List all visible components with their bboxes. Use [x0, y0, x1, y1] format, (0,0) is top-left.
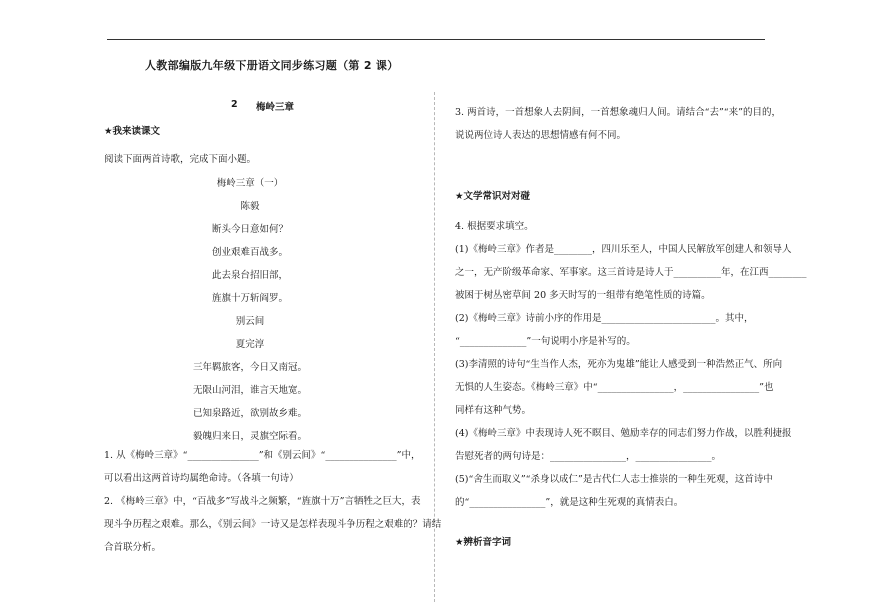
- section-heading-reading: ★我来读课文: [104, 126, 161, 137]
- question-4-5: (5)“舍生而取义”“杀身以成仁”是古代仁人志士推崇的一种生死观，这首诗中: [455, 474, 773, 485]
- question-2: 2. 《梅岭三章》中，“百战多”写战斗之频繁，“旌旗十万”言牺牲之巨大，表: [104, 496, 421, 507]
- poem2-line: 无限山河泪，谁言天地宽。: [192, 385, 307, 396]
- poem2-author: 夏完淳: [235, 339, 265, 350]
- poem1-line: 旌旗十万斩阎罗。: [211, 293, 288, 304]
- question-4-4-cont: 告慰死者的两句诗是：________________，________________。: [455, 451, 722, 462]
- question-4-1-cont: 被困于树丛密草间 20 多天时写的一组带有绝笔性质的诗篇。: [455, 290, 711, 301]
- lesson-name: 梅岭三章: [256, 102, 295, 113]
- lesson-number: 2: [231, 99, 238, 110]
- section-heading-literature: ★文学常识对对碰: [455, 191, 531, 202]
- question-4-3: (3)李清照的诗句“生当作人杰，死亦为鬼雄”能让人感受到一种浩然正气、所向: [455, 359, 783, 370]
- question-3: 3. 两首诗，一首想象人去阴间，一首想象魂归人间。请结合“去”“来”的目的，: [455, 107, 782, 118]
- question-4-3-cont: 同样有这种气势。: [455, 405, 532, 416]
- poem2-line: 三年羁旅客，今日又南冠。: [192, 362, 307, 373]
- page-title: 人教部编版九年级下册语文同步练习题（第 2 课）: [145, 59, 399, 72]
- question-4-4: (4)《梅岭三章》中表现诗人死不瞑目、勉励幸存的同志们努力作战，以胜利捷报: [455, 428, 792, 439]
- instruction: 阅读下面两首诗歌，完成下面小题。: [104, 154, 257, 165]
- poem1-line: 创业艰难百战多。: [211, 247, 288, 258]
- poem2-line: 已知泉路近，欲别故乡难。: [192, 408, 307, 419]
- question-4-5-cont: 的“________________”，就是这种生死观的真情表白。: [455, 497, 684, 508]
- section-heading-pronunciation: ★辨析音字词: [455, 537, 512, 548]
- question-2-cont: 现斗争历程之艰难。那么，《别云间》一诗又是怎样表现斗争历程之艰难的？请结: [104, 519, 442, 530]
- question-3-cont: 说说两位诗人表达的思想情感有何不同。: [455, 130, 627, 141]
- question-1: 1. 从《梅岭三章》“_______________”和《别云间》“_______________”中，: [104, 450, 421, 461]
- poem2-title: 别云间: [235, 316, 265, 327]
- question-4-1: (1)《梅岭三章》作者是________，四川乐至人，中国人民解放军创建人和领导人: [455, 244, 792, 255]
- question-4-3-cont: 无惧的人生姿态。《梅岭三章》中“________________，________________”也: [455, 382, 774, 393]
- question-4-1-cont: 之一，无产阶级革命家、军事家。这三首诗是诗人于__________年，在江西________: [455, 267, 807, 278]
- poem1-line: 断头今日意如何？: [211, 224, 288, 235]
- top-rule: [107, 39, 765, 40]
- poem1-title: 梅岭三章（一）: [216, 178, 284, 189]
- question-4-2-cont: “______________”一句说明小序是补写的。: [455, 336, 636, 347]
- poem2-line: 毅魄归来日，灵旗空际看。: [192, 431, 307, 442]
- poem1-author: 陈毅: [240, 201, 260, 212]
- question-2-cont: 合首联分析。: [104, 542, 162, 553]
- question-4-2: (2)《梅岭三章》诗前小序的作用是________________________。其中，: [455, 313, 754, 324]
- question-4: 4. 根据要求填空。: [455, 221, 534, 232]
- poem1-line: 此去泉台招旧部，: [211, 270, 288, 281]
- question-1-cont: 可以看出这两首诗均属绝命诗。（各填一句诗）: [104, 473, 299, 484]
